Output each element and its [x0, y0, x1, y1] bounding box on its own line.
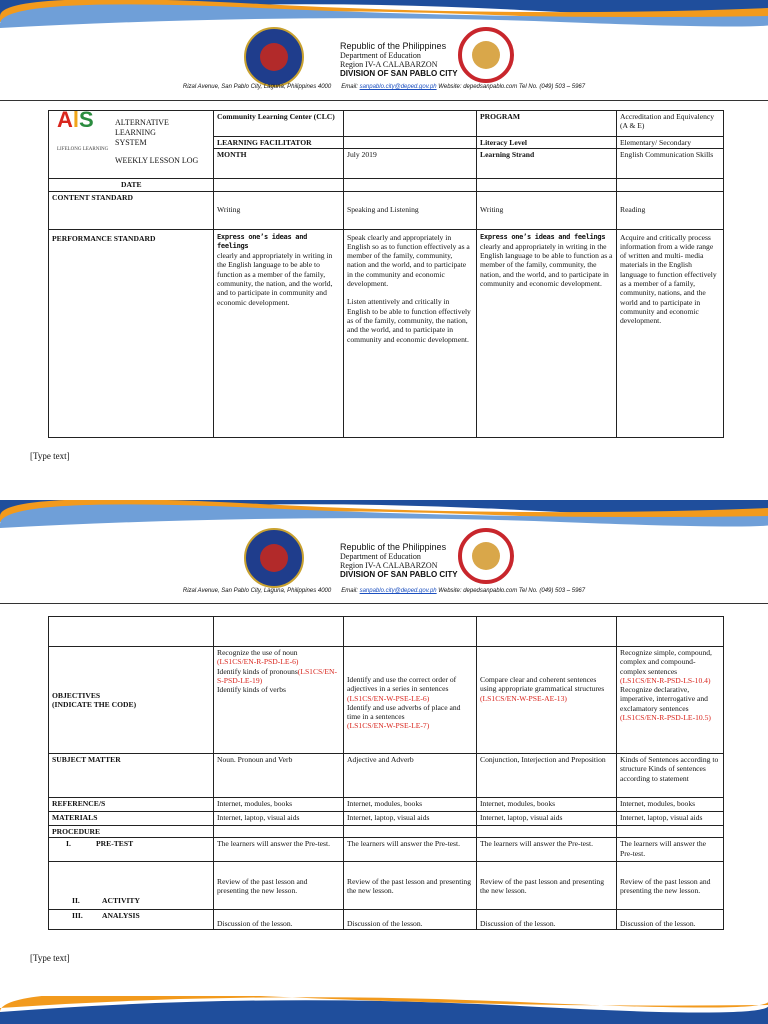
objective-4-code-2: (LS1CS/EN-R-PSD-LE-10.5)	[620, 713, 711, 723]
facilitator-label: LEARNING FACILITATOR	[214, 137, 344, 149]
department-text-2: Department of Education	[340, 552, 421, 561]
objective-1-text-a: Recognize the use of noun	[217, 648, 298, 657]
objective-2-code-1: (LS1CS/EN-W-PSE-LE-6)	[347, 693, 430, 703]
analysis-num: III.	[72, 911, 83, 921]
pretest-4: The learners will answer the Pre-test.	[617, 838, 724, 862]
literacy-label: Literacy Level	[477, 137, 617, 149]
procedure-label: PROCEDURE	[49, 826, 214, 838]
website-text-2: Website: depedsanpablo.com	[438, 588, 518, 594]
als-logo-icon: AlS	[57, 110, 94, 132]
objective-4-text-b: Recognize declarative, imperative, interrogative and exclamatory sentences	[620, 685, 708, 713]
pretest-2: The learners will answer the Pre-test.	[344, 838, 477, 862]
clc-label: Community Learning Center (CLC)	[214, 111, 344, 137]
materials-3: Internet, laptop, visual aids	[477, 812, 617, 826]
footer-swoosh-graphic	[0, 996, 768, 1024]
address-text: Rizal Avenue, San Pablo City, Laguna, Philippines 4000	[182, 84, 332, 90]
performance-standard-1	[214, 229, 344, 437]
pretest-num: I.	[66, 839, 71, 849]
republic-text-2: Republic of the Philippines	[340, 542, 447, 552]
region-text: Region IV-A CALABARZON	[340, 60, 438, 69]
procedure-cell-3	[477, 826, 617, 838]
address-text-2: Rizal Avenue, San Pablo City, Laguna, Philippines 4000	[182, 588, 332, 594]
pretest-1: The learners will answer the Pre-test.	[214, 838, 344, 862]
email-link[interactable]: sanpablo.city@deped.gov.ph	[359, 84, 437, 90]
performance-standard-2	[344, 229, 477, 437]
activity-label	[49, 862, 214, 910]
objective-1-code-2: (LS1CS/EN-S-PSD-LE-19)	[217, 666, 338, 685]
objective-3	[477, 647, 617, 754]
office-heading-2	[340, 543, 458, 579]
website-text: Website: depedsanpablo.com	[438, 84, 518, 90]
email-label: Email:	[341, 84, 358, 90]
subject-matter-4: Kinds of Sentences according to structure Kinds of sentences according to statement	[617, 754, 724, 798]
pretest-label-text: PRE-TEST	[96, 839, 134, 849]
division-text: DIVISION OF SAN PABLO CITY	[340, 69, 458, 78]
content-standard-label: CONTENT STANDARD	[49, 191, 214, 229]
address-line-2	[0, 588, 768, 594]
als-logo-cell	[49, 111, 214, 179]
blank-cell-4	[617, 617, 724, 647]
objective-4-code-1: (LS1CS/EN-R-PSD-LS-10.4)	[620, 675, 711, 685]
strand-value: English Communication Skills	[617, 149, 724, 179]
page-2	[0, 500, 768, 996]
objective-2-text-a: Identify and use the correct order of adjectives in a series in sentences	[347, 675, 457, 694]
procedure-cell-4	[617, 826, 724, 838]
reference-2: Internet, modules, books	[344, 798, 477, 812]
letterhead-2	[0, 500, 768, 600]
performance-standard-label: PERFORMANCE STANDARD	[49, 229, 214, 437]
activity-4: Review of the past lesson and presenting the new lesson.	[617, 862, 724, 910]
content-standard-2: Speaking and Listening	[344, 191, 477, 229]
activity-num: II.	[72, 896, 80, 905]
als-title	[115, 118, 198, 166]
als-logo-sub: LIFELONG LEARNING	[57, 147, 109, 152]
als-line-2: LEARNING	[115, 128, 156, 137]
date-label: DATE	[49, 179, 214, 191]
objective-4	[617, 647, 724, 754]
header-rule	[0, 100, 768, 101]
materials-1: Internet, laptop, visual aids	[214, 812, 344, 826]
region-text-2: Region IV-A CALABARZON	[340, 561, 438, 570]
analysis-label-text: ANALYSIS	[102, 911, 140, 921]
address-line	[0, 84, 768, 90]
objectives-label	[49, 647, 214, 754]
blank-cell-0	[49, 617, 214, 647]
performance-standard-4: Acquire and critically process information from a wide range of written and multi- media materials in the English language to function effectively as a member of a family, community, nations, and the world and to participate in community and economic development.	[617, 229, 724, 437]
division-text-2: DIVISION OF SAN PABLO CITY	[340, 570, 458, 579]
objective-2	[344, 647, 477, 754]
materials-2: Internet, laptop, visual aids	[344, 812, 477, 826]
analysis-2: Discussion of the lesson.	[344, 910, 477, 930]
republic-text: Republic of the Philippines	[340, 41, 447, 51]
literacy-value: Elementary/ Secondary	[617, 137, 724, 149]
division-seal-icon-2	[458, 528, 514, 584]
objectives-label-line2: (INDICATE THE CODE)	[52, 700, 137, 709]
objective-3-code: (LS1CS/EN-W-PSE-AE-13)	[480, 693, 567, 703]
page-1	[0, 0, 768, 470]
email-label-2: Email:	[341, 588, 358, 594]
objective-1-text-b: Identify kinds of pronouns	[217, 666, 298, 676]
content-standard-3: Writing	[477, 191, 617, 229]
perf-text-1: clearly and appropriately in writing in the English language to be able to function as a member of the family, community, the nation, and the world, and to participate in community and economic development.	[217, 251, 333, 307]
procedure-cell-2	[344, 826, 477, 838]
clc-value	[344, 111, 477, 137]
reference-4: Internet, modules, books	[617, 798, 724, 812]
materials-label: MATERIALS	[49, 812, 214, 826]
date-cell-1	[214, 179, 344, 191]
lesson-log-table-1	[48, 110, 724, 438]
als-line-4: WEEKLY LESSON LOG	[115, 156, 199, 165]
date-cell-4	[617, 179, 724, 191]
activity-label-text: ACTIVITY	[102, 896, 140, 905]
objective-1-code-1: (LS1CS/EN-R-PSD-LE-6)	[217, 657, 299, 667]
department-text: Department of Education	[340, 51, 421, 60]
content-standard-4: Reading	[617, 191, 724, 229]
reference-3: Internet, modules, books	[477, 798, 617, 812]
performance-standard-3	[477, 229, 617, 437]
division-seal-icon	[458, 27, 514, 83]
blank-cell-1	[214, 617, 344, 647]
perf-text-2b: Listen attentively and critically in English to be able to function effectively as of the family, community, the nation, and the world, and to participate in community and economic development.	[347, 297, 471, 344]
email-link-2[interactable]: sanpablo.city@deped.gov.ph	[359, 588, 437, 594]
als-line-1: ALTERNATIVE	[115, 118, 169, 127]
perf-text-2a: Speak clearly and appropriately in English so as to function effectively as a member of the family, community, nation and the world, and to participate in the community and economic development.	[347, 232, 470, 289]
office-heading	[340, 42, 458, 78]
subject-matter-1: Noun. Pronoun and Verb	[214, 754, 344, 798]
header-rule-2	[0, 603, 768, 604]
objective-3-text-a: Compare clear and coherent sentences using appropriate grammatical structures	[480, 675, 605, 694]
analysis-label	[49, 910, 214, 930]
perf-hand-3: Express one’s ideas and feelings	[480, 232, 606, 241]
objective-2-code-2: (LS1CS/EN-W-PSE-LE-7)	[347, 721, 430, 731]
objective-1	[214, 647, 344, 754]
analysis-4: Discussion of the lesson.	[617, 910, 724, 930]
activity-1: Review of the past lesson and presenting the new lesson.	[214, 862, 344, 910]
date-cell-2	[344, 179, 477, 191]
pretest-label	[49, 838, 214, 862]
als-line-3: SYSTEM	[115, 138, 147, 147]
analysis-3: Discussion of the lesson.	[477, 910, 617, 930]
deped-seal-icon-2	[244, 528, 304, 588]
tel-text: Tel No. (049) 503 – 5967	[518, 84, 586, 90]
activity-2: Review of the past lesson and presenting the new lesson.	[344, 862, 477, 910]
objective-4-text-a: Recognize simple, compound, complex and compound-complex sentences	[620, 648, 712, 676]
footer-type-text-1: [Type text]	[30, 451, 70, 461]
blank-cell-2	[344, 617, 477, 647]
objectives-label-line1: OBJECTIVES	[52, 690, 101, 700]
facilitator-value	[344, 137, 477, 149]
lesson-log-table-2	[48, 616, 724, 930]
reference-1: Internet, modules, books	[214, 798, 344, 812]
subject-matter-3: Conjunction, Interjection and Preposition	[477, 754, 617, 798]
program-value: Accreditation and Equivalency (A & E)	[617, 111, 724, 137]
objective-1-text-b-wrap	[217, 667, 340, 686]
activity-3: Review of the past lesson and presenting the new lesson.	[477, 862, 617, 910]
objective-1-text-c: Identify kinds of verbs	[217, 685, 286, 695]
perf-text-3: clearly and appropriately in writing in the English language to be able to function as a member of the family, community, the nation, and the world, and to participate in community and economic development.	[480, 241, 613, 289]
perf-hand-1: Express one’s ideas and feelings	[217, 232, 308, 250]
objective-2-text-b: Identify and use adverbs of place and time in a sentences	[347, 702, 461, 722]
subject-matter-2: Adjective and Adverb	[344, 754, 477, 798]
subject-matter-label: SUBJECT MATTER	[49, 754, 214, 798]
deped-seal-icon	[244, 27, 304, 87]
date-cell-3	[477, 179, 617, 191]
blank-cell-3	[477, 617, 617, 647]
content-standard-1: Writing	[214, 191, 344, 229]
tel-text-2: Tel No. (049) 503 – 5967	[518, 588, 586, 594]
footer-type-text-2: [Type text]	[30, 953, 70, 963]
program-label: PROGRAM	[477, 111, 617, 137]
materials-4: Internet, laptop, visual aids	[617, 812, 724, 826]
als-logo	[49, 111, 213, 163]
procedure-cell-1	[214, 826, 344, 838]
month-label: MONTH	[214, 149, 344, 179]
month-value: July 2019	[344, 149, 477, 179]
strand-label: Learning Strand	[477, 149, 617, 179]
pretest-3: The learners will answer the Pre-test.	[477, 838, 617, 862]
reference-label: REFERENCE/S	[49, 798, 214, 812]
analysis-1: Discussion of the lesson.	[214, 910, 344, 930]
